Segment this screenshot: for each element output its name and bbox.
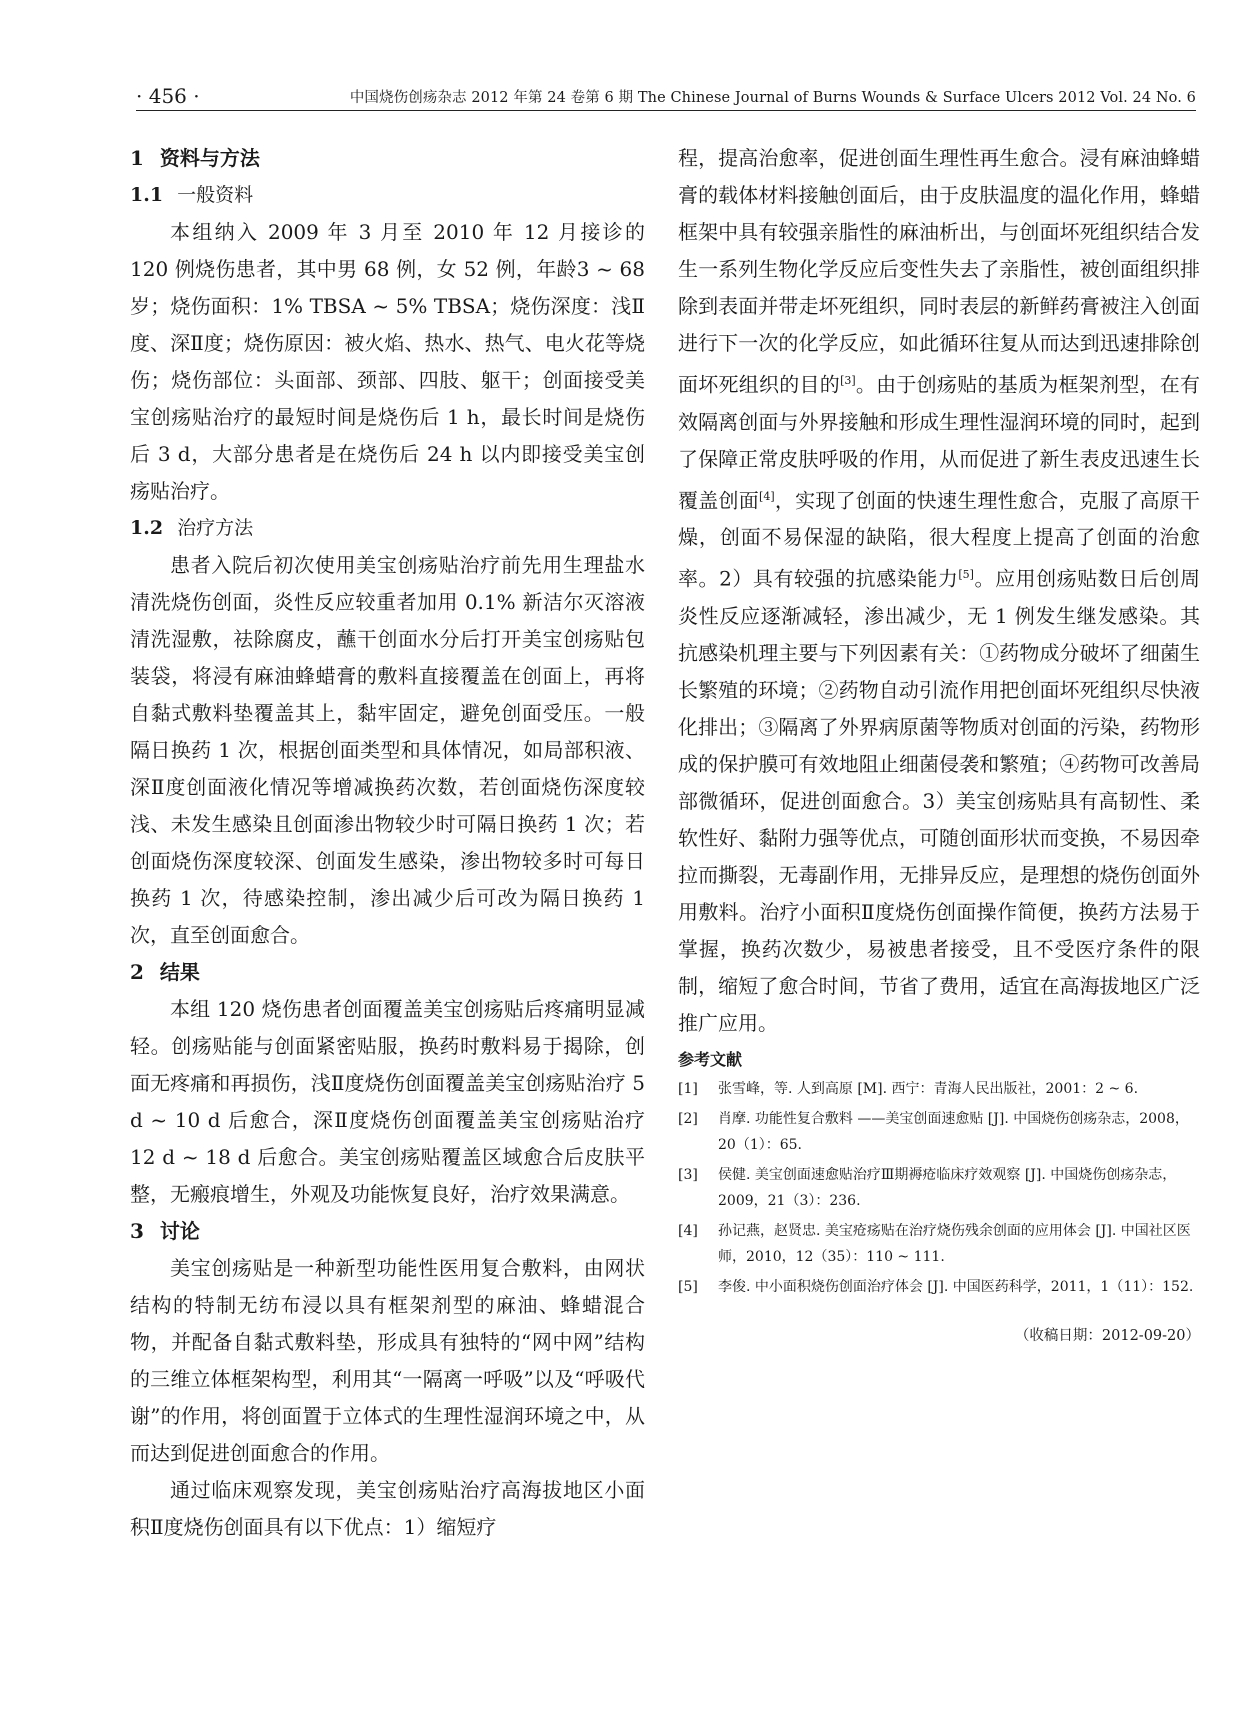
section-heading-3: 3 讨论 <box>130 1219 200 1243</box>
received-date: （收稿日期：2012-09-20） <box>1014 1327 1200 1344</box>
paragraph-discussion-2-continued: 程，提高治愈率，促进创面生理性再生愈合。浸有麻油蜂蜡膏的载体材料接触创面后，由于皮肤温度的温化作用，蜂蜡框架中具有较强亲脂性的麻油析出，与创面坏死组织结合发生一系列生物化学反应后变性失去了亲脂性，被创面组织排除到表面并带走坏死组织，同时表层的新鲜药膏被注入创面进行下一次的化学反应，如此循环往复从而达到迅速排除创面坏死组织的目的[3]。由于创疡贴的基质为框架剂型，在有效隔离创面与外界接触和形成生理性湿润环境的同时，起到了保障正常皮肤呼吸的作用，从而促进了新生表皮迅速生长覆盖创面[4]，实现了创面的快速生理性愈合，克服了高原干燥，创面不易保湿的缺陷，很大程度上提高了创面的治愈率。2）具有较强的抗感染能力[5]。应用创疡贴数日后创周炎性反应逐渐减轻，渗出减少，无 1 例发生继发感染。其抗感染机理主要与下列因素有关：①药物成分破坏了细菌生长繁殖的环境；②药物自动引流作用把创面坏死组织尽快液化排出；③隔离了外界病原菌等物质对创面的污染，药物形成的保护膜可有效地阻止细菌侵袭和繁殖；④药物可改善局部微循环，促进创面愈合。3）美宝创疡贴具有高韧性、柔软性好、黏附力强等优点，可随创面形状而变换，不易因牵拉而撕裂，无毒副作用，无排异反应，是理想的烧伤创面外用敷料。治疗小面积Ⅱ度烧伤创面操作简便，换药方法易于掌握，换药次数少，易被患者接受，且不受医疗条件的限制，缩短了愈合时间，节省了费用，适宜在高海拔地区广泛推广应用。 <box>678 146 1201 1035</box>
paragraph-discussion-1: 美宝创疡贴是一种新型功能性医用复合敷料，由网状结构的特制无纺布浸以具有框架剂型的麻油、蜂蜡混合物，并配备自黏式敷料垫，形成具有独特的“网中网”结构的三维立体框架构型，利用其“一隔离一呼吸”以及“呼吸代谢”的作用，将创面置于立体式的生理性湿润环境之中，从而达到促进创面愈合的作用。 <box>130 1256 645 1465</box>
citation-5: [5] <box>958 568 974 582</box>
right-column <box>678 140 1200 1345</box>
subsection-heading-1-2: 1.2 治疗方法 <box>130 517 254 539</box>
section-heading-2: 2 结果 <box>130 960 200 984</box>
reference-item: [1] 张雪峰，等. 人到高原 [M]. 西宁：青海人民出版社，2001：2 ~ 6. <box>678 1080 1139 1097</box>
reference-item: [4] 孙记燕，赵贤忠. 美宝疮疡贴在治疗烧伤残余创面的应用体会 [J]. 中国社区医师，2010，12（35）：110 ~ 111. <box>678 1222 1191 1265</box>
subsection-heading-1-1: 1.1 一般资料 <box>130 184 254 206</box>
section-heading-1: 1 资料与方法 <box>130 146 260 170</box>
reference-list <box>678 1076 1200 1300</box>
reference-item: [5] 李俊. 中小面积烧伤创面治疗体会 [J]. 中国医药科学，2011，1（11）：152. <box>678 1278 1194 1295</box>
paragraph-results: 本组 120 烧伤患者创面覆盖美宝创疡贴后疼痛明显减轻。创疡贴能与创面紧密贴服，换药时敷料易于揭除，创面无疼痛和再损伤，浅Ⅱ度烧伤创面覆盖美宝创疡贴治疗 5 d ~ 10 d 后愈合，深Ⅱ度烧伤创面覆盖美宝创疡贴治疗 12 d ~ 18 d 后愈合。美宝创疡贴覆盖区域愈合后皮肤平整，无瘢痕增生，外观及功能恢复良好，治疗效果满意。 <box>130 997 645 1206</box>
paragraph-discussion-2: 通过临床观察发现，美宝创疡贴治疗高海拔地区小面积Ⅱ度烧伤创面具有以下优点：1）缩短疗 <box>130 1478 645 1539</box>
running-title: 中国烧伤创疡杂志 2012 年第 24 卷第 6 期 The Chinese Journal of Burns Wounds & Surface Ulcers 2012 Vol. 24 No. 6 <box>349 90 1196 106</box>
left-column <box>130 140 645 1546</box>
citation-3: [3] <box>840 374 856 387</box>
paragraph-treatment-method: 患者入院后初次使用美宝创疡贴治疗前先用生理盐水清洗烧伤创面，炎性反应较重者加用 0.1% 新洁尔灭溶液清洗湿敷，祛除腐皮，蘸干创面水分后打开美宝创疡贴包装袋，将浸有麻油蜂蜡膏的敷料直接覆盖在创面上，再将自黏式敷料垫覆盖其上，黏牢固定，避免创面受压。一般隔日换药 1 次，根据创面类型和具体情况，如局部积液、深Ⅱ度创面液化情况等增减换药次数，若创面烧伤深度较浅、未发生感染且创面渗出物较少时可隔日换药 1 次；若创面烧伤深度较深、创面发生感染，渗出物较多时可每日换药 1 次，待感染控制，渗出减少后可改为隔日换药 1 次，直至创面愈合。 <box>130 553 645 947</box>
paragraph-general-data: 本组纳入 2009 年 3 月至 2010 年 12 月接诊的 120 例烧伤患者，其中男 68 例，女 52 例，年龄3 ~ 68 岁；烧伤面积：1% TBSA ~ 5% TBSA；烧伤深度：浅Ⅱ度、深Ⅱ度；烧伤原因：被火焰、热水、热气、电火花等烧伤；烧伤部位：头面部、颈部、四肢、躯干；创面接受美宝创疡贴治疗的最短时间是烧伤后 1 h，最长时间是烧伤后 3 d，大部分患者是在烧伤后 24 h 以内即接受美宝创疡贴治疗。 <box>130 220 645 503</box>
citation-4: [4] <box>759 489 775 503</box>
page-number: · 456 · <box>136 84 200 108</box>
running-header <box>136 84 1196 111</box>
reference-item: [3] 侯健. 美宝创面速愈贴治疗Ⅲ期褥疮临床疗效观察 [J]. 中国烧伤创疡杂志，2009，21（3）：236. <box>678 1166 1177 1209</box>
references-heading: 参考文献 <box>678 1049 743 1069</box>
reference-item: [2] 肖摩. 功能性复合敷料 ——美宝创面速愈贴 [J]. 中国烧伤创疡杂志，2008，20（1）：65. <box>678 1110 1189 1153</box>
